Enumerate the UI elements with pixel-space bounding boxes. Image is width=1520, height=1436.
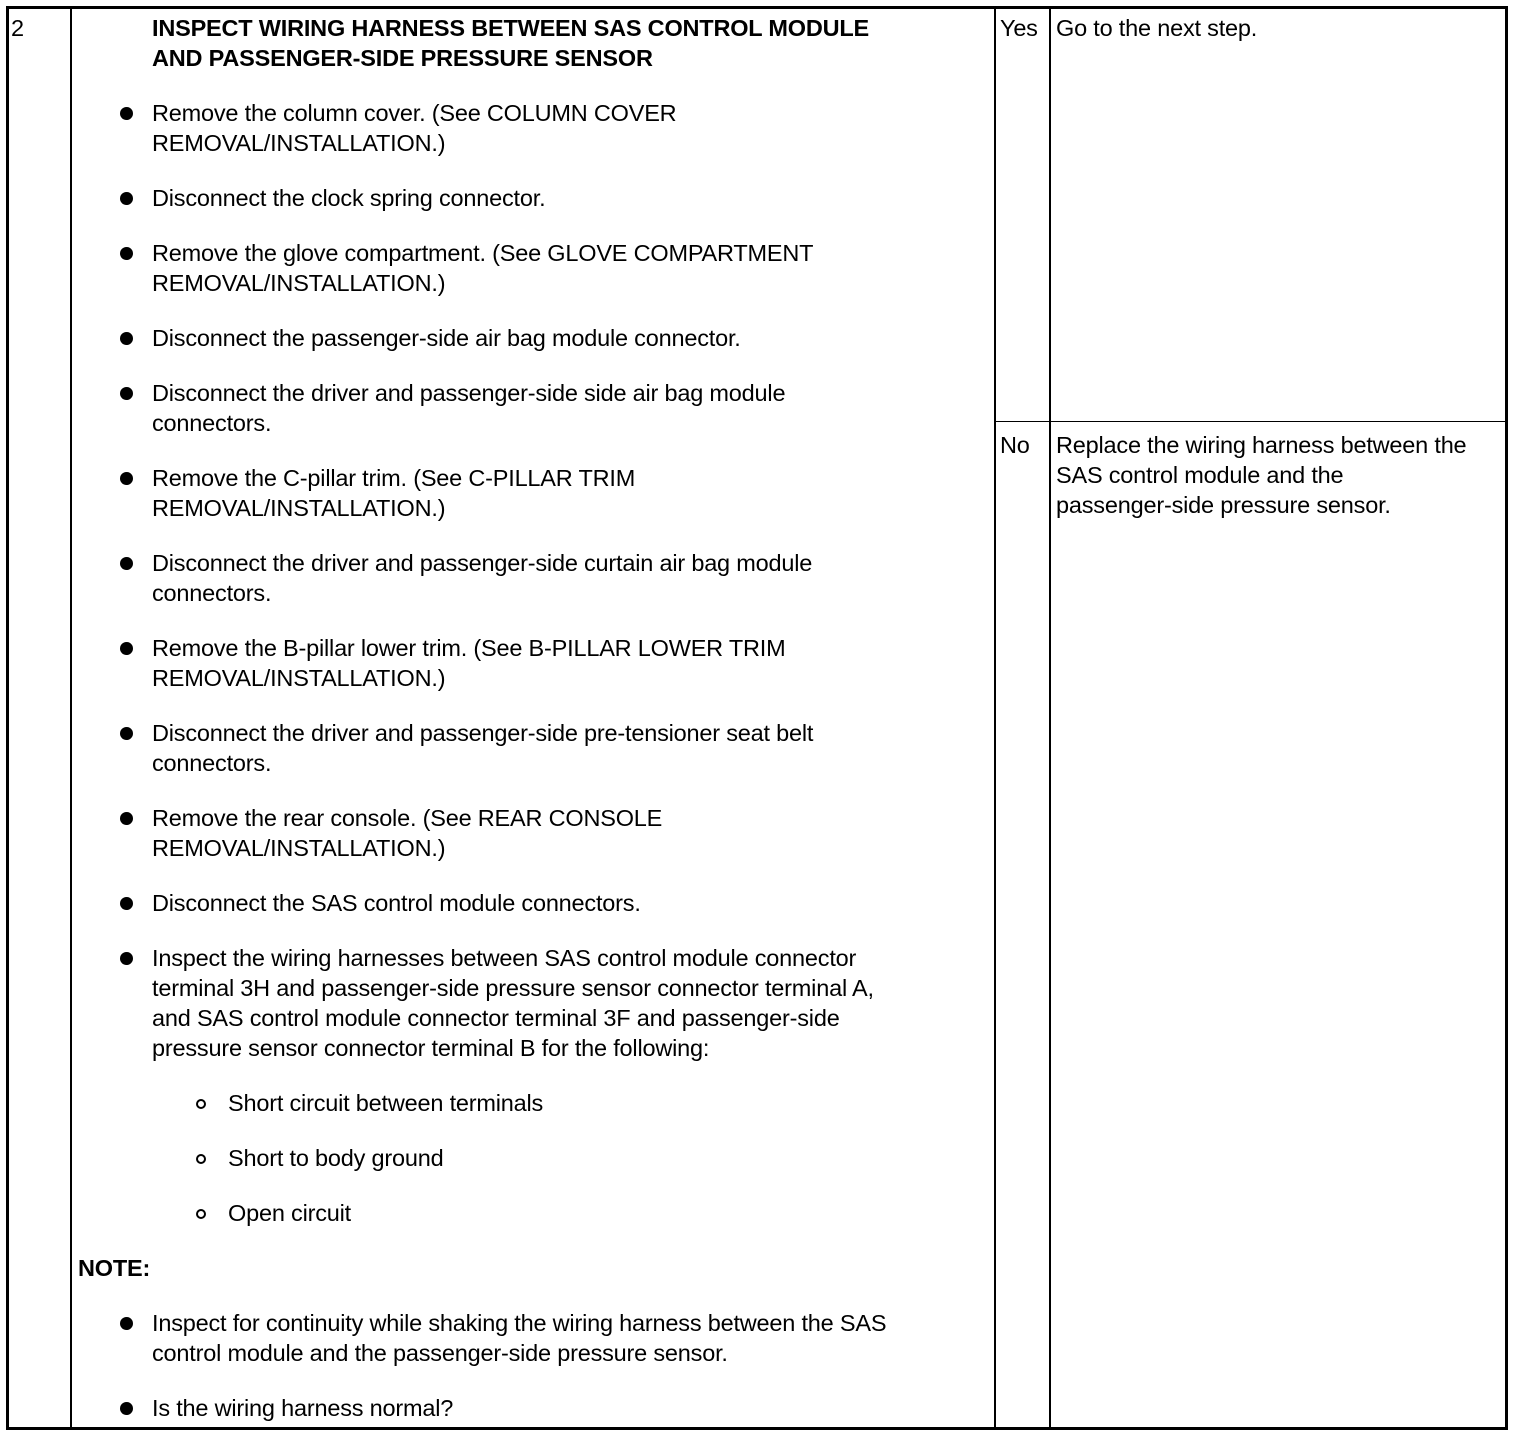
- result-no-action-line1: Replace the wiring harness between the: [1056, 432, 1467, 458]
- step-item-12-line2: terminal 3H and passenger-side pressure sensor connector terminal A,: [152, 975, 874, 1001]
- note-label: NOTE:: [78, 1255, 151, 1281]
- bullet-icon: [120, 472, 133, 485]
- step-item-4-line1: Disconnect the passenger-side air bag module connector.: [152, 325, 741, 351]
- bullet-icon: [120, 332, 133, 345]
- bullet-icon: [120, 107, 133, 120]
- step-item-7-line1: Disconnect the driver and passenger-side curtain air bag module: [152, 550, 813, 576]
- step-item-5-line2: connectors.: [152, 410, 272, 436]
- step-item-9-line1: Disconnect the driver and passenger-side pre-tensioner seat belt: [152, 720, 814, 746]
- column-divider-result: [994, 6, 996, 1430]
- result-no-action-line2: SAS control module and the: [1056, 462, 1344, 488]
- hollow-bullet-icon: [196, 1099, 206, 1109]
- sub-item-1: Short circuit between terminals: [228, 1090, 544, 1116]
- step-title-line2: AND PASSENGER-SIDE PRESSURE SENSOR: [152, 45, 653, 71]
- note-item-2-line1: Is the wiring harness normal?: [152, 1395, 454, 1421]
- step-item-12-line1: Inspect the wiring harnesses between SAS control module connector: [152, 945, 857, 971]
- step-number: 2: [11, 15, 24, 41]
- step-item-6-line2: REMOVAL/INSTALLATION.): [152, 495, 446, 521]
- yes-no-divider: [994, 421, 1506, 422]
- hollow-bullet-icon: [196, 1209, 206, 1219]
- bullet-icon: [120, 952, 133, 965]
- bullet-icon: [120, 1317, 133, 1330]
- step-item-6-line1: Remove the C-pillar trim. (See C-PILLAR TRIM: [152, 465, 636, 491]
- step-item-9-line2: connectors.: [152, 750, 272, 776]
- note-item-1-line1: Inspect for continuity while shaking the wiring harness between the SAS: [152, 1310, 887, 1336]
- note-item-1-line2: control module and the passenger-side pressure sensor.: [152, 1340, 728, 1366]
- bullet-icon: [120, 642, 133, 655]
- step-item-11-line1: Disconnect the SAS control module connectors.: [152, 890, 641, 916]
- sub-item-2: Short to body ground: [228, 1145, 444, 1171]
- bullet-icon: [120, 387, 133, 400]
- step-item-12-line3: and SAS control module connector terminal 3F and passenger-side: [152, 1005, 840, 1031]
- column-divider-step: [70, 6, 72, 1430]
- step-item-10-line1: Remove the rear console. (See REAR CONSOLE: [152, 805, 663, 831]
- step-item-8-line2: REMOVAL/INSTALLATION.): [152, 665, 446, 691]
- result-no-action-line3: passenger-side pressure sensor.: [1056, 492, 1391, 518]
- step-item-3-line2: REMOVAL/INSTALLATION.): [152, 270, 446, 296]
- bullet-icon: [120, 247, 133, 260]
- bullet-icon: [120, 727, 133, 740]
- step-item-7-line2: connectors.: [152, 580, 272, 606]
- bullet-icon: [120, 192, 133, 205]
- step-item-1-line1: Remove the column cover. (See COLUMN COVER: [152, 100, 677, 126]
- step-title-line1: INSPECT WIRING HARNESS BETWEEN SAS CONTROL MODULE: [152, 15, 869, 41]
- step-item-3-line1: Remove the glove compartment. (See GLOVE COMPARTMENT: [152, 240, 814, 266]
- step-item-8-line1: Remove the B-pillar lower trim. (See B-PILLAR LOWER TRIM: [152, 635, 786, 661]
- sub-item-3: Open circuit: [228, 1200, 351, 1226]
- result-yes-label: Yes: [1000, 15, 1038, 41]
- bullet-icon: [120, 1402, 133, 1415]
- step-item-5-line1: Disconnect the driver and passenger-side side air bag module: [152, 380, 786, 406]
- step-item-2-line1: Disconnect the clock spring connector.: [152, 185, 546, 211]
- column-divider-action: [1049, 6, 1051, 1430]
- bullet-icon: [120, 897, 133, 910]
- bullet-icon: [120, 812, 133, 825]
- result-yes-action: Go to the next step.: [1056, 15, 1258, 41]
- step-item-1-line2: REMOVAL/INSTALLATION.): [152, 130, 446, 156]
- hollow-bullet-icon: [196, 1154, 206, 1164]
- bullet-icon: [120, 557, 133, 570]
- step-item-10-line2: REMOVAL/INSTALLATION.): [152, 835, 446, 861]
- step-item-12-line4: pressure sensor connector terminal B for the following:: [152, 1035, 710, 1061]
- result-no-label: No: [1000, 432, 1030, 458]
